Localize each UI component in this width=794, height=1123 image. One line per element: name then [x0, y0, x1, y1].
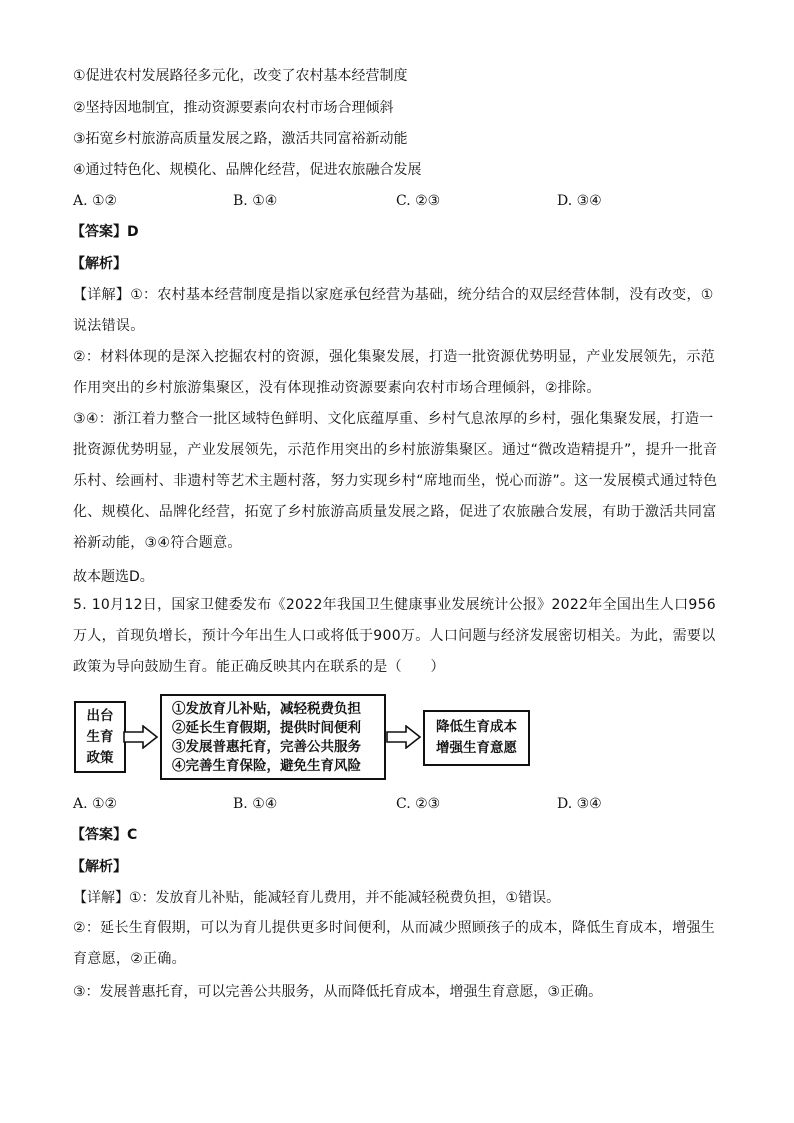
arrow-right-icon: [123, 725, 159, 749]
right-box-line-2: 增强生育意愿: [436, 740, 517, 756]
q5-detail-2: ②：延长生育假期，可以为育儿提供更多时间便利，从而减少照顾孩子的成本，降低生育成本，增强生育意愿，②正确。: [73, 920, 716, 967]
q5-option-b: B. ①④: [233, 796, 278, 812]
q5-answer: 【答案】C: [71, 827, 138, 843]
q4-detail-3: ③④：浙江着力整合一批区域特色鲜明、文化底蕴厚重、乡村气息浓厚的乡村，强化集聚发展，打造一批资源优势明显，产业发展领先，示范作用突出的乡村旅游集聚区。通过“微改造精提升”，提升一批音乐村、绘画村、非遗村等艺术主题村落，努力实现乡村“席地而坐，悦心而游”。这一发展模式通过特色化、规模化、品牌化经营，拓宽了乡村旅游高质量发展之路，促进了农旅融合发展，有助于激活共同富裕新动能，③④符合题意。: [73, 411, 718, 551]
left-box-line-3: 政策: [86, 749, 114, 766]
right-box-line-1: 降低生育成本: [436, 719, 517, 735]
middle-box-item-3: ③发展普惠托育，完善公共服务: [172, 739, 361, 755]
q5-analysis-label: 【解析】: [71, 859, 127, 875]
middle-box-item-4: ④完善生育保险，避免生育风险: [172, 758, 361, 774]
q4-answer: 【答案】D: [71, 224, 139, 240]
q5-option-d: D. ③④: [557, 796, 602, 812]
left-box-line-1: 出台: [86, 707, 114, 724]
q4-option-a: A. ①②: [73, 193, 118, 209]
q5-detail-3: ③：发展普惠托育，可以完善公共服务，从而降低托育成本，增强生育意愿，③正确。: [73, 984, 603, 1000]
q4-conclusion: 故本题选D。: [73, 569, 154, 585]
diagram-left-box: [74, 701, 126, 773]
q4-analysis-label: 【解析】: [71, 256, 127, 272]
q5-option-a: A. ①②: [73, 796, 118, 812]
q5-option-c: C. ②③: [396, 796, 441, 812]
q4-option-d: D. ③④: [557, 193, 602, 209]
middle-box-item-2: ②延长生育假期，提供时间便利: [172, 720, 361, 736]
q5-detail-1: 【详解】①：发放育儿补贴，能减轻育儿费用，并不能减轻税费负担，①错误。: [73, 890, 561, 906]
left-box-line-2: 生育: [86, 728, 114, 745]
q4-option-c: C. ②③: [396, 193, 441, 209]
q4-detail-2: ②：材料体现的是深入挖掘农村的资源，强化集聚发展，打造一批资源优势明显，产业发展领先，示范作用突出的乡村旅游集聚区，没有体现推动资源要素向农村市场合理倾斜，②排除。: [73, 349, 716, 396]
middle-box-item-1: ①发放育儿补贴，减轻税费负担: [172, 701, 361, 717]
q4-option-b: B. ①④: [233, 193, 278, 209]
q5-question: 5. 10月12日，国家卫健委发布《2022年我国卫生健康事业发展统计公报》2022年全国出生人口956万人，首现负增长，预计今年出生人口或将低于900万。人口问题与经济发展密切相关。为此，需要以政策为导向鼓励生育。能正确反映其内在联系的是（ ）: [73, 597, 717, 675]
arrow-right-icon: [386, 725, 422, 749]
statement-4: ④通过特色化、规模化、品牌化经营，促进农旅融合发展: [73, 162, 422, 178]
diagram-middle-box: [160, 694, 386, 780]
q4-detail-1: 【详解】①：农村基本经营制度是指以家庭承包经营为基础，统分结合的双层经营体制，没有改变，①说法错误。: [73, 287, 714, 334]
diagram-right-box: [423, 710, 530, 766]
statement-2: ②坚持因地制宜，推动资源要素向农村市场合理倾斜: [73, 100, 394, 116]
statement-1: ①促进农村发展路径多元化，改变了农村基本经营制度: [73, 68, 408, 84]
statement-3: ③拓宽乡村旅游高质量发展之路，激活共同富裕新动能: [73, 131, 408, 147]
